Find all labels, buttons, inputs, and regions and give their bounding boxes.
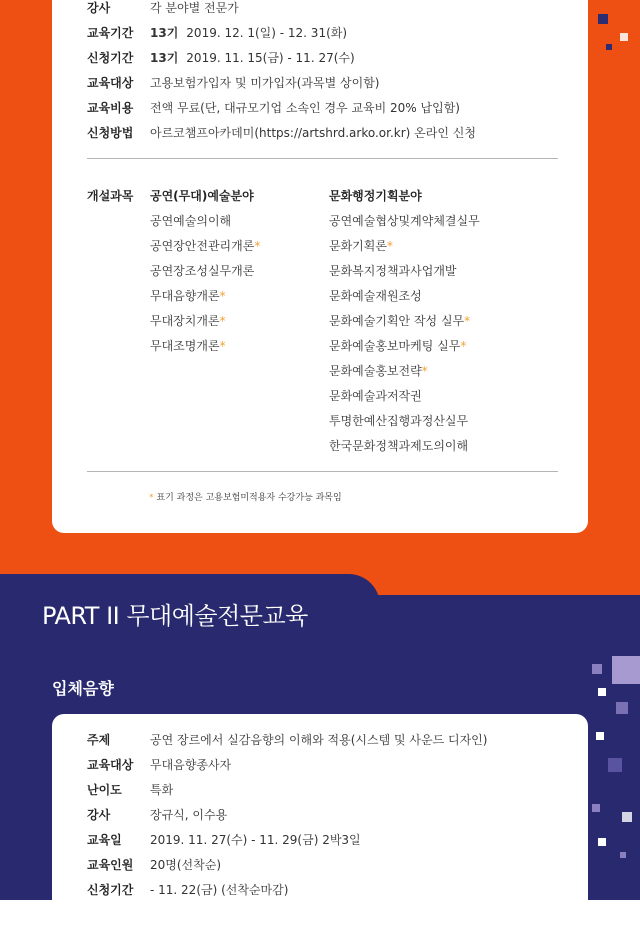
footnote: * 표기 과정은 고용보험미적용자 수강가능 과목임 [149,493,342,503]
course-item: 공연장조성실무개론 [150,264,255,278]
course-item: 문화기획론* [329,239,393,253]
divider-top [87,158,558,159]
course-item: 문화예술홍보전략* [329,364,428,378]
course-item: 문화예술기획안 작성 실무* [329,314,471,328]
course-item: 무대장치개론* [150,314,226,328]
course-column-cultural-admin [329,188,480,463]
course-item: 문화예술재원조성 [329,289,422,303]
star-mark: * [460,339,467,353]
course-item: 공연장안전관리개론* [150,239,261,253]
course-item: 공연예술협상및계약체결실무 [329,214,480,228]
part2-title: PART II 무대예술전문교육 [42,602,308,630]
courses-label: 개설과목 [87,189,134,203]
part2-subtitle: 입체음향 [52,679,114,698]
star-mark: * [219,314,226,328]
star-mark: * [386,239,393,253]
course-detail-card: 주제 공연 장르에서 실감음향의 이해와 적용(시스템 및 사운드 디자인) 교육대상 무대음향종사자 난이도 특화 강사 장규식, 이수용 교육일 2019. 11. 27(수) - 11. 29(금) 2박3일 교육인원 20명(선착순) 신청기간 - 11. 22(금) (선착순마감) [52,714,588,934]
course-column-title: 공연(무대)예술분야 [150,189,254,203]
course-item: 무대조명개론* [150,339,226,353]
course-item: 한국문화정책과제도의이해 [329,439,469,453]
star-mark: * [254,239,261,253]
divider-bottom [87,471,558,472]
course-item: 문화복지정책과사업개발 [329,264,457,278]
star-mark: * [219,339,226,353]
star-mark: * [219,289,226,303]
star-mark: * [149,493,154,503]
course-column-title: 문화행정기획분야 [329,189,422,203]
course-info-card: 강사 각 분야별 전문가 교육기간 13기 2019. 12. 1(일) - 12. 31(화) 신청기간 13기 2019. 11. 15(금) - 11. 27(수) 교육대상 고용보험가입자 및 미가입자(과목별 상이함) 교육비용 전액 무료(단, 대규모기업 소속인 경우 교육비 20% 납입함) 신청방법 아르코챔프아카데미(https://artshrd.arko.or.kr) 온라인 신청 개설과목 공연(무대)예술분야 공연예술의이해 공연장안전관리개론* 공연장조성실무개론 무대음향개론* 무대장치개론* 무대조명개론* 문화행정기획분야 공연예술협상및계약체결실무 문화기획론* 문화복지정책과사업개발 문화예술재원조성 문화예술기획안 작성 실무* 문화예술홍보마케팅 실무* 문화예술홍보전략* 문화예술과저작권 투명한예산집행과정산실무 한국문화정책과제도의이해 * 표기 과정은 고용보험미적용자 수강가능 과목임 [52,0,588,533]
star-mark: * [464,314,471,328]
course-item: 무대음향개론* [150,289,226,303]
course-column-performing-arts [150,188,260,363]
star-mark: * [421,364,428,378]
course-item: 공연예술의이해 [150,214,232,228]
course-item: 투명한예산집행과정산실무 [329,414,469,428]
course-item: 문화예술홍보마케팅 실무* [329,339,467,353]
course-item: 문화예술과저작권 [329,389,422,403]
